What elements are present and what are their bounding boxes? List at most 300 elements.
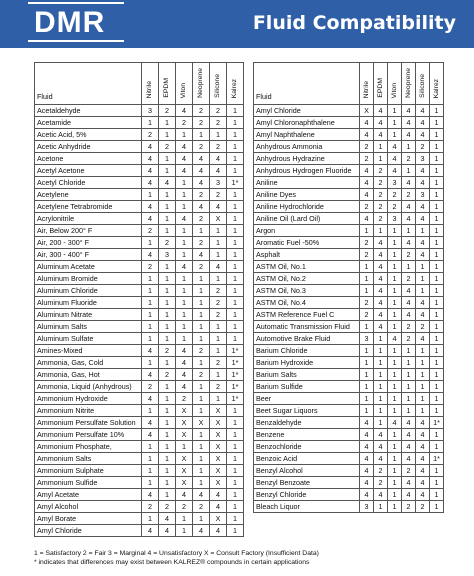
rating-cell: 4 xyxy=(374,105,388,117)
rating-cell: 1 xyxy=(210,249,227,261)
rating-cell: 4 xyxy=(176,213,193,225)
fluid-name-cell: Acetaldehyde xyxy=(35,105,142,117)
rating-cell: 4 xyxy=(374,237,388,249)
rating-cell: 1 xyxy=(227,165,244,177)
table-row xyxy=(35,141,244,153)
rating-cell: 4 xyxy=(142,489,159,501)
table-row xyxy=(35,165,244,177)
fluid-name-cell: Aluminum Salts xyxy=(35,321,142,333)
table-row xyxy=(254,201,444,213)
rating-cell: 1 xyxy=(227,525,244,537)
rating-cell: 4 xyxy=(142,141,159,153)
rating-cell: X xyxy=(210,477,227,489)
rating-cell: 1 xyxy=(374,369,388,381)
rating-cell: 1 xyxy=(360,381,374,393)
rating-cell: 1 xyxy=(210,237,227,249)
rating-cell: 4 xyxy=(193,165,210,177)
rating-cell: 1 xyxy=(430,285,444,297)
rating-cell: 2 xyxy=(193,213,210,225)
rating-cell: 2 xyxy=(360,201,374,213)
rating-cell: 1 xyxy=(388,405,402,417)
rating-cell: 1 xyxy=(210,369,227,381)
rating-cell: 1 xyxy=(402,393,416,405)
material-column-label: Nitrile xyxy=(362,80,370,98)
rating-cell: 1 xyxy=(430,141,444,153)
rating-cell: X xyxy=(210,453,227,465)
fluid-name-cell: Amyl Acetate xyxy=(35,489,142,501)
rating-cell: 1 xyxy=(388,117,402,129)
rating-cell: 1 xyxy=(430,501,444,513)
rating-cell: 4 xyxy=(360,417,374,429)
rating-cell: 4 xyxy=(388,141,402,153)
material-column-label: EPDM xyxy=(163,78,170,98)
rating-cell: 4 xyxy=(176,105,193,117)
page-title: Fluid Compatibility xyxy=(252,12,456,34)
rating-cell: 4 xyxy=(360,465,374,477)
material-column-header xyxy=(388,63,402,105)
rating-cell: 1 xyxy=(193,405,210,417)
table-row xyxy=(35,393,244,405)
rating-cell: 1 xyxy=(142,189,159,201)
rating-cell: 4 xyxy=(210,165,227,177)
rating-cell: 1 xyxy=(159,189,176,201)
rating-cell: 1 xyxy=(430,189,444,201)
rating-cell: 2 xyxy=(416,501,430,513)
rating-cell: 4 xyxy=(360,117,374,129)
rating-cell: X xyxy=(210,429,227,441)
rating-cell: 1 xyxy=(227,213,244,225)
fluid-name-cell: ASTM Oil, No.1 xyxy=(254,261,360,273)
table-row xyxy=(254,429,444,441)
rating-cell: 1 xyxy=(210,333,227,345)
fluid-name-cell: Aluminum Bromide xyxy=(35,273,142,285)
rating-cell: 1 xyxy=(430,165,444,177)
rating-cell: 1 xyxy=(142,309,159,321)
rating-cell: 2 xyxy=(360,309,374,321)
rating-cell: 1 xyxy=(388,381,402,393)
table-row xyxy=(35,129,244,141)
rating-cell: 1 xyxy=(227,333,244,345)
rating-cell: 4 xyxy=(374,453,388,465)
rating-cell: 4 xyxy=(416,429,430,441)
rating-cell: 2 xyxy=(159,501,176,513)
rating-cell: 1 xyxy=(388,477,402,489)
rating-cell: 2 xyxy=(193,141,210,153)
rating-cell: 1 xyxy=(142,465,159,477)
fluid-name-cell: Anhydrous Hydrogen Fluoride xyxy=(254,165,360,177)
rating-cell: 4 xyxy=(374,309,388,321)
rating-cell: 1 xyxy=(388,465,402,477)
rating-cell: 1 xyxy=(159,129,176,141)
table-row xyxy=(254,405,444,417)
compatibility-table-right xyxy=(253,62,444,513)
rating-cell: X xyxy=(176,453,193,465)
legend-ratings: 1 = Satisfactory 2 = Fair 3 = Marginal 4 = Unsatisfactory X = Consult Factory (Insufficient Data) xyxy=(34,550,319,557)
rating-cell: 2 xyxy=(210,285,227,297)
rating-cell: 4 xyxy=(402,237,416,249)
rating-cell: 1 xyxy=(416,345,430,357)
rating-cell: 2 xyxy=(388,201,402,213)
material-column-header xyxy=(360,63,374,105)
rating-cell: 4 xyxy=(193,177,210,189)
rating-cell: 4 xyxy=(176,369,193,381)
rating-cell: X xyxy=(210,213,227,225)
fluid-name-cell: Acetyl Chloride xyxy=(35,177,142,189)
rating-cell: 4 xyxy=(416,477,430,489)
rating-cell: 1 xyxy=(142,477,159,489)
rating-cell: 1 xyxy=(388,369,402,381)
material-column-header xyxy=(416,63,430,105)
fluid-name-cell: Aluminum Sulfate xyxy=(35,333,142,345)
rating-cell: 1 xyxy=(402,225,416,237)
rating-cell: 4 xyxy=(402,297,416,309)
rating-cell: 1 xyxy=(227,501,244,513)
rating-cell: 1 xyxy=(159,429,176,441)
fluid-name-cell: Acetic Anhydride xyxy=(35,141,142,153)
rating-cell: 3 xyxy=(416,189,430,201)
rating-cell: 4 xyxy=(142,345,159,357)
rating-cell: 4 xyxy=(176,357,193,369)
rating-cell: 1 xyxy=(430,225,444,237)
rating-cell: 2 xyxy=(360,297,374,309)
rating-cell: 1 xyxy=(193,513,210,525)
fluid-name-cell: Air, 300 - 400° F xyxy=(35,249,142,261)
rating-cell: 1 xyxy=(430,357,444,369)
legend xyxy=(34,549,319,567)
rating-cell: 2 xyxy=(402,273,416,285)
rating-cell: 1 xyxy=(227,441,244,453)
rating-cell: 1 xyxy=(360,261,374,273)
fluid-name-cell: Amyl Chloride xyxy=(254,105,360,117)
rating-cell: 1 xyxy=(416,261,430,273)
rating-cell: 1 xyxy=(374,501,388,513)
rating-cell: 1 xyxy=(430,237,444,249)
rating-cell: 1 xyxy=(159,477,176,489)
material-column-header xyxy=(374,63,388,105)
rating-cell: 1 xyxy=(402,381,416,393)
rating-cell: 1 xyxy=(388,297,402,309)
fluid-name-cell: Amyl Chloronaphthalene xyxy=(254,117,360,129)
rating-cell: 1 xyxy=(360,369,374,381)
rating-cell: 1 xyxy=(159,261,176,273)
rating-cell: 2 xyxy=(374,213,388,225)
rating-cell: 1 xyxy=(193,393,210,405)
rating-cell: 1 xyxy=(430,345,444,357)
table-row xyxy=(254,105,444,117)
rating-cell: 4 xyxy=(416,117,430,129)
rating-cell: 4 xyxy=(402,177,416,189)
rating-cell: 4 xyxy=(374,297,388,309)
rating-cell: 2 xyxy=(159,105,176,117)
table-row xyxy=(35,381,244,393)
fluid-name-cell: Anhydrous Ammonia xyxy=(254,141,360,153)
table-row xyxy=(254,249,444,261)
rating-cell: 1 xyxy=(193,309,210,321)
fluid-name-cell: Automatic Transmission Fluid xyxy=(254,321,360,333)
table-row xyxy=(35,297,244,309)
rating-cell: 2 xyxy=(176,117,193,129)
compatibility-table-left xyxy=(34,62,244,537)
rating-cell: 3 xyxy=(360,501,374,513)
rating-cell: 2 xyxy=(159,141,176,153)
rating-cell: 4 xyxy=(402,429,416,441)
fluid-name-cell: Benzyl Benzoate xyxy=(254,477,360,489)
rating-cell: 1 xyxy=(159,417,176,429)
table-row xyxy=(254,237,444,249)
rating-cell: 2 xyxy=(176,393,193,405)
fluid-name-cell: Ammonium Nitrite xyxy=(35,405,142,417)
rating-cell: 1 xyxy=(374,345,388,357)
rating-cell: 4 xyxy=(416,465,430,477)
fluid-name-cell: Barium Chloride xyxy=(254,345,360,357)
rating-cell: 1 xyxy=(193,477,210,489)
table-row xyxy=(254,213,444,225)
table-row xyxy=(35,177,244,189)
fluid-name-cell: Bleach Liquor xyxy=(254,501,360,513)
table-row xyxy=(35,309,244,321)
rating-cell: 4 xyxy=(210,153,227,165)
rating-cell: 4 xyxy=(416,177,430,189)
rating-cell: 4 xyxy=(142,201,159,213)
rating-cell: 1 xyxy=(142,273,159,285)
rating-cell: 1 xyxy=(388,285,402,297)
rating-cell: 2 xyxy=(402,333,416,345)
rating-cell: 1 xyxy=(227,189,244,201)
rating-cell: 1 xyxy=(193,297,210,309)
rating-cell: 1 xyxy=(176,321,193,333)
rating-cell: 1 xyxy=(227,261,244,273)
rating-cell: 1 xyxy=(374,333,388,345)
fluid-name-cell: Acrylonitrile xyxy=(35,213,142,225)
rating-cell: 3 xyxy=(142,105,159,117)
fluid-name-cell: Aniline Dyes xyxy=(254,189,360,201)
rating-cell: 3 xyxy=(210,177,227,189)
rating-cell: 2 xyxy=(142,129,159,141)
rating-cell: 2 xyxy=(159,237,176,249)
fluid-name-cell: Ammonia, Gas, Cold xyxy=(35,357,142,369)
table-row xyxy=(35,477,244,489)
rating-cell: 1 xyxy=(402,261,416,273)
table-row xyxy=(254,309,444,321)
rating-cell: 1 xyxy=(193,453,210,465)
rating-cell: 1 xyxy=(193,441,210,453)
rating-cell: 4 xyxy=(416,489,430,501)
rating-cell: 1 xyxy=(210,321,227,333)
rating-cell: 4 xyxy=(210,525,227,537)
rating-cell: 4 xyxy=(142,165,159,177)
rating-cell: 1* xyxy=(227,393,244,405)
table-row xyxy=(254,381,444,393)
rating-cell: 1 xyxy=(227,297,244,309)
rating-cell: 1* xyxy=(227,357,244,369)
table-row xyxy=(35,249,244,261)
rating-cell: 1 xyxy=(374,381,388,393)
rating-cell: 4 xyxy=(159,177,176,189)
rating-cell: 1 xyxy=(159,273,176,285)
rating-cell: 1 xyxy=(430,105,444,117)
rating-cell: 1 xyxy=(430,117,444,129)
rating-cell: 1 xyxy=(159,405,176,417)
rating-cell: 4 xyxy=(176,381,193,393)
fluid-name-cell: Aluminum Acetate xyxy=(35,261,142,273)
rating-cell: 1 xyxy=(227,273,244,285)
table-row xyxy=(254,165,444,177)
rating-cell: 1 xyxy=(142,333,159,345)
fluid-name-cell: Acetylene xyxy=(35,189,142,201)
table-row xyxy=(35,285,244,297)
fluid-name-cell: Aromatic Fuel -50% xyxy=(254,237,360,249)
rating-cell: 2 xyxy=(360,153,374,165)
table-row xyxy=(35,117,244,129)
rating-cell: 1 xyxy=(388,309,402,321)
rating-cell: 1 xyxy=(159,321,176,333)
rating-cell: X xyxy=(176,405,193,417)
rating-cell: 1 xyxy=(159,309,176,321)
rating-cell: 1 xyxy=(142,441,159,453)
table-row xyxy=(35,105,244,117)
rating-cell: 4 xyxy=(402,201,416,213)
rating-cell: 1 xyxy=(402,141,416,153)
rating-cell: 1 xyxy=(360,405,374,417)
rating-cell: 3 xyxy=(388,213,402,225)
rating-cell: 1 xyxy=(210,273,227,285)
rating-cell: 1 xyxy=(159,165,176,177)
material-column-header xyxy=(227,63,244,105)
rating-cell: 4 xyxy=(374,321,388,333)
rating-cell: 1 xyxy=(176,297,193,309)
rating-cell: 4 xyxy=(402,309,416,321)
fluid-name-cell: Aniline Oil (Lard Oil) xyxy=(254,213,360,225)
fluid-name-cell: Aniline xyxy=(254,177,360,189)
rating-cell: 4 xyxy=(360,165,374,177)
material-column-label: Viton xyxy=(390,82,398,98)
rating-cell: 1 xyxy=(227,309,244,321)
fluid-column-header: Fluid xyxy=(35,63,142,105)
rating-cell: 2 xyxy=(210,357,227,369)
rating-cell: 4 xyxy=(388,165,402,177)
rating-cell: 1 xyxy=(430,177,444,189)
material-column-header xyxy=(430,63,444,105)
table-row xyxy=(254,453,444,465)
fluid-name-cell: Acetylene Tetrabromide xyxy=(35,201,142,213)
material-column-header xyxy=(176,63,193,105)
rating-cell: 1 xyxy=(193,321,210,333)
rating-cell: 1 xyxy=(227,129,244,141)
rating-cell: 1 xyxy=(374,357,388,369)
rating-cell: 4 xyxy=(402,477,416,489)
fluid-name-cell: Amyl Naphthalene xyxy=(254,129,360,141)
material-column-label: Kalrez xyxy=(432,78,440,98)
rating-cell: 1* xyxy=(430,453,444,465)
rating-cell: 1 xyxy=(227,225,244,237)
fluid-name-cell: Aluminum Fluoride xyxy=(35,297,142,309)
rating-cell: 1 xyxy=(430,129,444,141)
fluid-name-cell: Amyl Alcohol xyxy=(35,501,142,513)
rating-cell: 1 xyxy=(430,297,444,309)
table-row xyxy=(35,465,244,477)
rating-cell: 1 xyxy=(210,225,227,237)
rating-cell: 4 xyxy=(159,513,176,525)
rating-cell: 1 xyxy=(159,201,176,213)
fluid-name-cell: Ammonia, Liquid (Anhydrous) xyxy=(35,381,142,393)
rating-cell: 1 xyxy=(430,465,444,477)
rating-cell: 1 xyxy=(159,285,176,297)
fluid-name-cell: Ammonium Phosphate, xyxy=(35,441,142,453)
fluid-column-header: Fluid xyxy=(254,63,360,105)
rating-cell: 4 xyxy=(416,297,430,309)
header-banner xyxy=(0,0,474,48)
table-row xyxy=(35,405,244,417)
rating-cell: 4 xyxy=(176,165,193,177)
rating-cell: 3 xyxy=(159,249,176,261)
rating-cell: 1 xyxy=(227,477,244,489)
rating-cell: 4 xyxy=(402,117,416,129)
rating-cell: 1 xyxy=(159,465,176,477)
rating-cell: 1 xyxy=(176,237,193,249)
rating-cell: 2 xyxy=(402,189,416,201)
rating-cell: 1 xyxy=(176,441,193,453)
fluid-name-cell: Beet Sugar Liquors xyxy=(254,405,360,417)
rating-cell: 1 xyxy=(176,525,193,537)
rating-cell: 1 xyxy=(430,309,444,321)
fluid-name-cell: Amyl Borate xyxy=(35,513,142,525)
table-row xyxy=(35,357,244,369)
rating-cell: 4 xyxy=(416,201,430,213)
rating-cell: 4 xyxy=(176,345,193,357)
rating-cell: 1 xyxy=(388,129,402,141)
rating-cell: 1 xyxy=(193,285,210,297)
rating-cell: 4 xyxy=(142,213,159,225)
table-row xyxy=(254,489,444,501)
rating-cell: 4 xyxy=(402,105,416,117)
rating-cell: 4 xyxy=(360,189,374,201)
rating-cell: 1 xyxy=(159,441,176,453)
rating-cell: 1 xyxy=(430,369,444,381)
rating-cell: 1 xyxy=(374,153,388,165)
fluid-name-cell: ASTM Oil, No.2 xyxy=(254,273,360,285)
rating-cell: 1 xyxy=(360,273,374,285)
table-row xyxy=(35,489,244,501)
rating-cell: 4 xyxy=(416,129,430,141)
rating-cell: 1 xyxy=(210,129,227,141)
rating-cell: 1 xyxy=(388,105,402,117)
rating-cell: 1 xyxy=(416,381,430,393)
rating-cell: 4 xyxy=(210,201,227,213)
rating-cell: 1 xyxy=(416,285,430,297)
material-column-label: Silicone xyxy=(418,74,426,98)
rating-cell: X xyxy=(210,465,227,477)
table-row xyxy=(35,417,244,429)
rating-cell: X xyxy=(176,477,193,489)
table-row xyxy=(254,393,444,405)
rating-cell: 1 xyxy=(227,405,244,417)
rating-cell: 4 xyxy=(142,429,159,441)
rating-cell: X xyxy=(176,465,193,477)
rating-cell: 1 xyxy=(227,285,244,297)
rating-cell: 1 xyxy=(176,309,193,321)
rating-cell: 1 xyxy=(159,489,176,501)
rating-cell: 1 xyxy=(388,225,402,237)
table-row xyxy=(254,345,444,357)
rating-cell: 4 xyxy=(402,441,416,453)
rating-cell: 2 xyxy=(360,237,374,249)
rating-cell: 4 xyxy=(193,249,210,261)
table-row xyxy=(35,213,244,225)
rating-cell: X xyxy=(176,429,193,441)
rating-cell: 4 xyxy=(374,249,388,261)
rating-cell: 1 xyxy=(430,321,444,333)
rating-cell: 1 xyxy=(159,213,176,225)
